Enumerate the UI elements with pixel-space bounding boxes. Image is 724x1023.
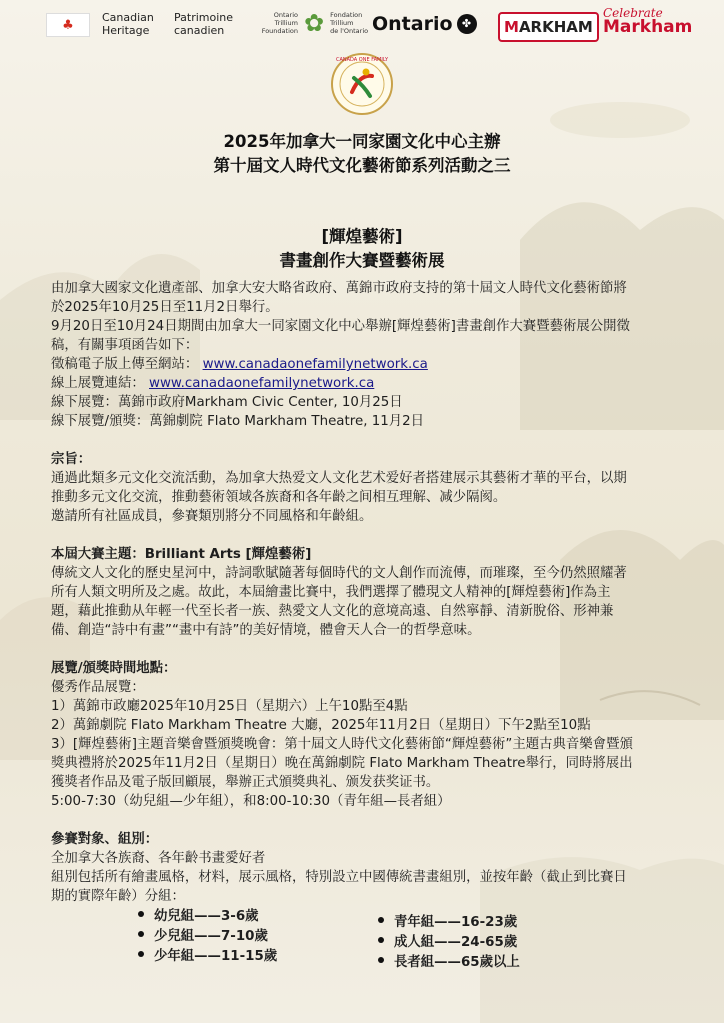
age-group-label: 成人組——24-65歲 [394, 935, 518, 950]
markham-logo [498, 12, 599, 42]
age-group-label: 青年組——16-23歲 [394, 915, 518, 930]
participants-line: 組別包括所有繪畫風格，材料，展示風格，特別設立中國傳統書畫組別，並按年齡（截止到比賽日 [51, 870, 627, 885]
schedule-heading: 展覽/頒獎時間地點： [51, 661, 177, 676]
theme-heading: 本屆大賽主題：Brilliant Arts [輝煌藝術] [51, 547, 312, 562]
online-exhibition-link[interactable]: www.canadaonefamilynetwork.ca [149, 376, 375, 391]
patrimoine-canadien-logo [174, 11, 233, 37]
schedule-line: 2）萬錦劇院 Flato Markham Theatre 大廳，2025年11月2日（星期日）下午2點至10點 [51, 718, 591, 733]
purpose-heading: 宗旨： [51, 452, 92, 467]
age-group-item [378, 913, 520, 933]
canadian-heritage-line2: Heritage [102, 24, 150, 37]
bullet-icon [378, 957, 384, 963]
celebrate-markham-logo [603, 6, 692, 36]
markham-wordmark: ARKHAM [518, 18, 593, 36]
intro-line: 9月20日至10月24日期間由加拿大一同家園文化中心舉辦[輝煌藝術]書畫創作大賽暨藝術展公開徵 [51, 319, 630, 334]
bullet-icon [378, 937, 384, 943]
bullet-icon [378, 917, 384, 923]
age-group-label: 幼兒組——3-6歲 [154, 909, 259, 924]
trillium-en-line3: Foundation [261, 27, 298, 35]
document-body [51, 279, 691, 973]
ontario-trillium-icon: ✤ [457, 14, 477, 34]
schedule-line: 獲獎者作品及電子版回顧展，舉辦正式頒獎典礼、颁发获奖证书。 [51, 775, 440, 790]
age-group-item [138, 947, 277, 967]
trillium-flower-icon: ✿ [304, 9, 325, 37]
purpose-line: 通過此類多元文化交流活動，為加拿大热爱文人文化艺术爱好者搭建展示其藝術才華的平台，以期 [51, 471, 627, 486]
upload-label: 徵稿電子版上傳至網站： [51, 357, 199, 372]
canada-one-family-network-logo [330, 52, 394, 116]
purpose-line: 邀請所有社區成員，參賽類別將分不同風格和年齡組。 [51, 509, 373, 524]
age-group-item [138, 927, 277, 947]
schedule-line: 優秀作品展覽： [51, 680, 145, 695]
age-group-label: 少年組——11-15歲 [154, 949, 278, 964]
bullet-icon [138, 911, 144, 917]
theme-line: 備、創造“詩中有畫”“畫中有詩”的美好情境，體會天人合一的哲學意味。 [51, 623, 481, 638]
event-title-main: 書畫創作大賽暨藝術展 [279, 251, 445, 270]
patrimoine-line1: Patrimoine [174, 11, 234, 24]
theme-line: 題，藉此推動从年輕一代至长者一族、熱愛文人文化的意境高遠、自然寧靜、清新脫俗、形神兼 [51, 604, 614, 619]
schedule-line: 1）萬錦市政廳2025年10月25日（星期六）上午10點至4點 [51, 699, 408, 714]
purpose-line: 推動多元文化交流，推動藝術領域各族裔和各年齡之间相互理解、减少隔阂。 [51, 490, 507, 505]
canadian-heritage-logo [102, 11, 154, 37]
theme-line: 傳統文人文化的歷史星河中，詩詞歌賦隨著每個時代的文人創作而流傳，而璀璨，至今仍然照耀著 [51, 566, 627, 581]
online-label: 線上展覽連結： [51, 376, 145, 391]
schedule-line: 5:00-7:30（幼兒組—少年組），和8:00-10:30（青年組—長者組） [51, 794, 451, 809]
offline-exhibition-line: 線下展覽：萬錦市政府Markham Civic Center, 10月25日 [51, 395, 403, 410]
title-line-2: 第十屆文人時代文化藝術節系列活動之三 [213, 156, 511, 175]
age-group-item [138, 907, 277, 927]
ontario-logo [372, 13, 477, 35]
canadian-heritage-line1: Canadian [102, 11, 154, 24]
theme-line: 所有人類文明所及之處。故此，本屆繪畫比賽中，我們選擇了體現文人精神的[輝煌藝術]作為主 [51, 585, 611, 600]
participants-line: 期的實際年齡）分組： [51, 889, 185, 904]
trillium-fr-line3: de l'Ontario [330, 27, 369, 35]
title-line-1: 2025年加拿大一同家園文化中心主辦 [223, 132, 501, 151]
patrimoine-line2: canadien [174, 24, 225, 37]
upload-website-link[interactable]: www.canadaonefamilynetwork.ca [202, 357, 428, 372]
age-groups-left-column [138, 907, 277, 967]
participants-heading: 參賽對象、組別： [51, 832, 159, 847]
age-groups-right-column [378, 913, 520, 973]
ontario-wordmark: Ontario [372, 13, 453, 35]
bullet-icon [138, 931, 144, 937]
intro-line: 由加拿大國家文化遺產部、加拿大安大略省政府、萬錦市政府支持的第十屆文人時代文化藝術節將 [51, 281, 627, 296]
markham-m-letter: M [504, 18, 519, 36]
trillium-en-line2: Trillium [274, 19, 298, 27]
event-title-bracket: [輝煌藝術] [321, 227, 403, 246]
upload-line [51, 355, 691, 374]
intro-line: 於2025年10月25日至11月2日舉行。 [51, 300, 279, 315]
canada-flag-icon: ♣ [46, 13, 90, 37]
age-group-item [378, 953, 520, 973]
header-titles [0, 130, 724, 273]
bullet-icon [138, 951, 144, 957]
trillium-fr-line2: Trillium [330, 19, 354, 27]
participants-line: 全加拿大各族裔、各年齡书畫愛好者 [51, 851, 266, 866]
trillium-fr-line1: Fondation [330, 11, 363, 19]
online-exhibition-line [51, 374, 691, 393]
age-group-item [378, 933, 520, 953]
celebrate-markham-word: Markham [603, 17, 693, 37]
schedule-line: 獎典禮將於2025年11月2日（星期日）晚在萬錦劇院 Flato Markham Theatre舉行，同時將展出 [51, 756, 633, 771]
age-group-label: 少兒組——7-10歲 [154, 929, 268, 944]
age-groups-list [51, 907, 691, 973]
intro-line: 稿，有關事項函告如下： [51, 338, 199, 353]
svg-text:CANADA ONE FAMILY: CANADA ONE FAMILY [335, 57, 389, 63]
offline-award-line: 線下展覽/頒獎：萬錦劇院 Flato Markham Theatre, 11月2日 [51, 414, 425, 429]
sponsor-logos-bar [0, 6, 724, 46]
trillium-foundation-logo [252, 11, 376, 35]
celebrate-script: Celebrate [603, 6, 663, 20]
schedule-line: 3）[輝煌藝術]主題音樂會暨頒獎晚會：第十屆文人時代文化藝術節“輝煌藝術”主題古典音樂會暨頒 [51, 737, 633, 752]
age-group-label: 長者組——65歲以上 [394, 955, 520, 970]
trillium-en-line1: Ontario [273, 11, 298, 19]
